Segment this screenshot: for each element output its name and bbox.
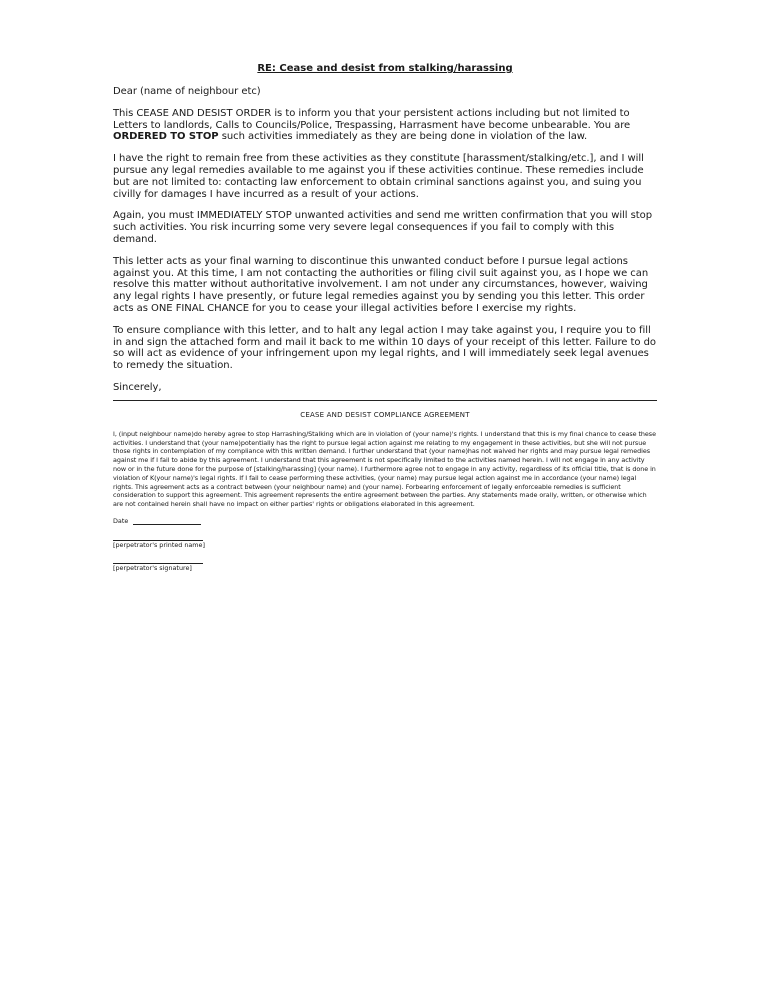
signature-block	[113, 563, 657, 572]
printed-name-label: [perpetrator's printed name]	[113, 540, 205, 549]
date-field	[113, 517, 657, 525]
agreement-body: I, (input neighbour name)do hereby agree to stop Harrashing/Stalking which are in violation of (your name)'s rights. I understand that this is my final chance to cease these activities. I understand that (your name)potentially has the right to pursue legal action against me relating to my engagement in these activities, but she will not pursue those rights in contemplation of my compliance with this written demand. I further understand that (your name)has not waived her rights and may pursue legal remedies against me if I fail to abide by this agreement. I understand that this agreement is not specifically limited to the activities named herein. I will not engage in any activity now or in the future done for the purpose of [stalking/harassing] (your name). I furthermore agree not to engage in any activity, regardless of its official title, that is done in violation of K(your name)'s legal rights. If I fail to cease performing these activities, (your name) may pursue legal action against me in accordance (your name) legal rights. This agreement acts as a contract between (your neighbour name) and (your name). Forbearing enforcement of legally enforceable remedies is sufficient consideration to support this agreement. This agreement represents the entire agreement between the parties. Any statements made orally, written, or otherwise which are not contained herein shall have no impact on either parties' rights or obligations elaborated in this agreement.	[113, 429, 656, 509]
letter-paragraph-1	[113, 108, 657, 143]
paragraph-1-text-b: such activities immediately as they are being done in violation of the law.	[218, 131, 588, 143]
letter-greeting: Dear (name of neighbour etc)	[113, 86, 261, 97]
printed-name-block	[113, 540, 657, 549]
letter-paragraph-2: I have the right to remain free from these activities as they constitute [harassment/stalking/etc.], and I will pursue any legal remedies available to me against you if these activities continue. These remedies include but are not limited to: contacting law enforcement to obtain criminal sanctions against you, and suing you civilly for damages I have incurred as a result of your actions.	[113, 153, 644, 200]
agreement-title: CEASE AND DESIST COMPLIANCE AGREEMENT	[300, 410, 470, 419]
date-underline	[133, 524, 201, 525]
paragraph-1-text-a: This CEASE AND DESIST ORDER is to inform you that your persistent actions including but not limited to Letters to landlords, Calls to Councils/Police, Trespassing, Harrasment have become unbearable. You are	[113, 107, 631, 131]
paragraph-1-bold-text: ORDERED TO STOP	[113, 131, 219, 143]
letter-closing: Sincerely,	[113, 381, 162, 393]
section-divider	[113, 400, 657, 401]
letter-title: RE: Cease and desist from stalking/harassing	[257, 63, 513, 74]
letter-paragraph-4: This letter acts as your final warning to discontinue this unwanted conduct before I pursue legal actions against you. At this time, I am not contacting the authorities or filing civil suit against you, as I hope we can resolve this matter without authoritative involvement. I am not under any circumstances, however, waiving any legal rights I have presently, or future legal remedies against you by sending you this letter. This order acts as ONE FINAL CHANCE for you to cease your illegal activities before I exercise my rights.	[113, 255, 649, 314]
date-label: Date	[113, 516, 129, 525]
signature-label: [perpetrator's signature]	[113, 563, 192, 572]
letter-paragraph-3: Again, you must IMMEDIATELY STOP unwanted activities and send me written confirmation that you will stop such activities. You risk incurring some very severe legal consequences if you fail to comply with this demand.	[113, 210, 653, 245]
letter-paragraph-5: To ensure compliance with this letter, and to halt any legal action I may take against you, I require you to fill in and sign the attached form and mail it back to me within 10 days of your receipt of this letter. Failure to do so will act as evidence of your infringement upon my legal rights, and I will immediately seek legal avenues to remedy the situation.	[113, 324, 656, 372]
letter-content	[113, 62, 657, 586]
